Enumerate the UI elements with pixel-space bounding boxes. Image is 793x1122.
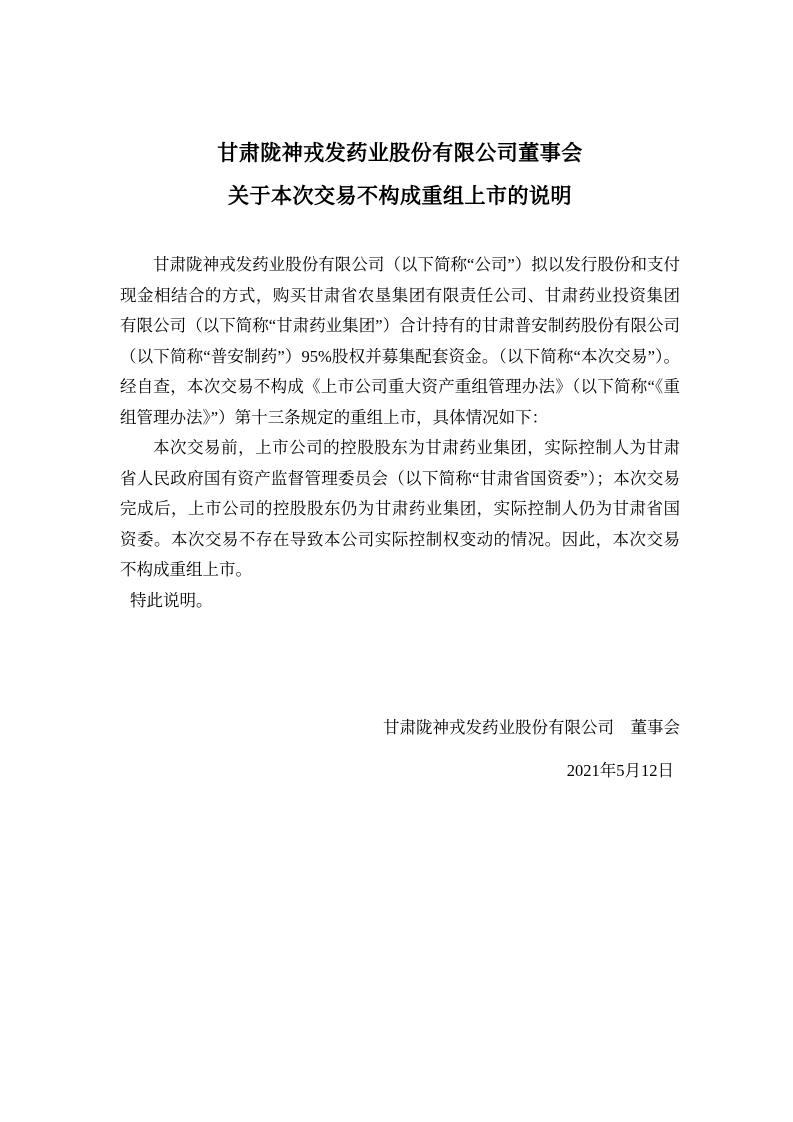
signature-line: 甘肃陇神戎发药业股份有限公司 董事会 [383, 718, 680, 737]
document-title-line-2: 关于本次交易不构成重组上市的说明 [228, 184, 572, 208]
body-paragraph-2: 本次交易前，上市公司的控股股东为甘肃药业集团，实际控制人为甘肃省人民政府国有资产监督管理委员会（以下简称“甘肃省国资委”）；本次交易完成后，上市公司的控股股东仍为甘肃药业集团，实际控制人仍为甘肃省国资委。本次交易不存在导致本公司实际控制权变动的情况。因此，本次交易不构成重组上市。 [120, 438, 680, 579]
date-line: 2021年5月12日 [566, 760, 674, 780]
body-paragraph-1: 甘肃陇神戎发药业股份有限公司（以下简称“公司”）拟以发行股份和支付现金相结合的方式，购买甘肃省农垦集团有限责任公司、甘肃药业投资集团有限公司（以下简称“甘肃药业集团”）合计持有的甘肃普安制药股份有限公司（以下简称“普安制药”）95%股权并募集配套资金。（以下简称“本次交易”）。经自查，本次交易不构成《上市公司重大资产重组管理办法》（以下简称“《重组管理办法》”）第十三条规定的重组上市，具体情况如下： [120, 255, 680, 427]
closing-statement: 特此说明。 [130, 590, 213, 610]
document-title-line-1: 甘肃陇神戎发药业股份有限公司董事会 [217, 141, 583, 165]
